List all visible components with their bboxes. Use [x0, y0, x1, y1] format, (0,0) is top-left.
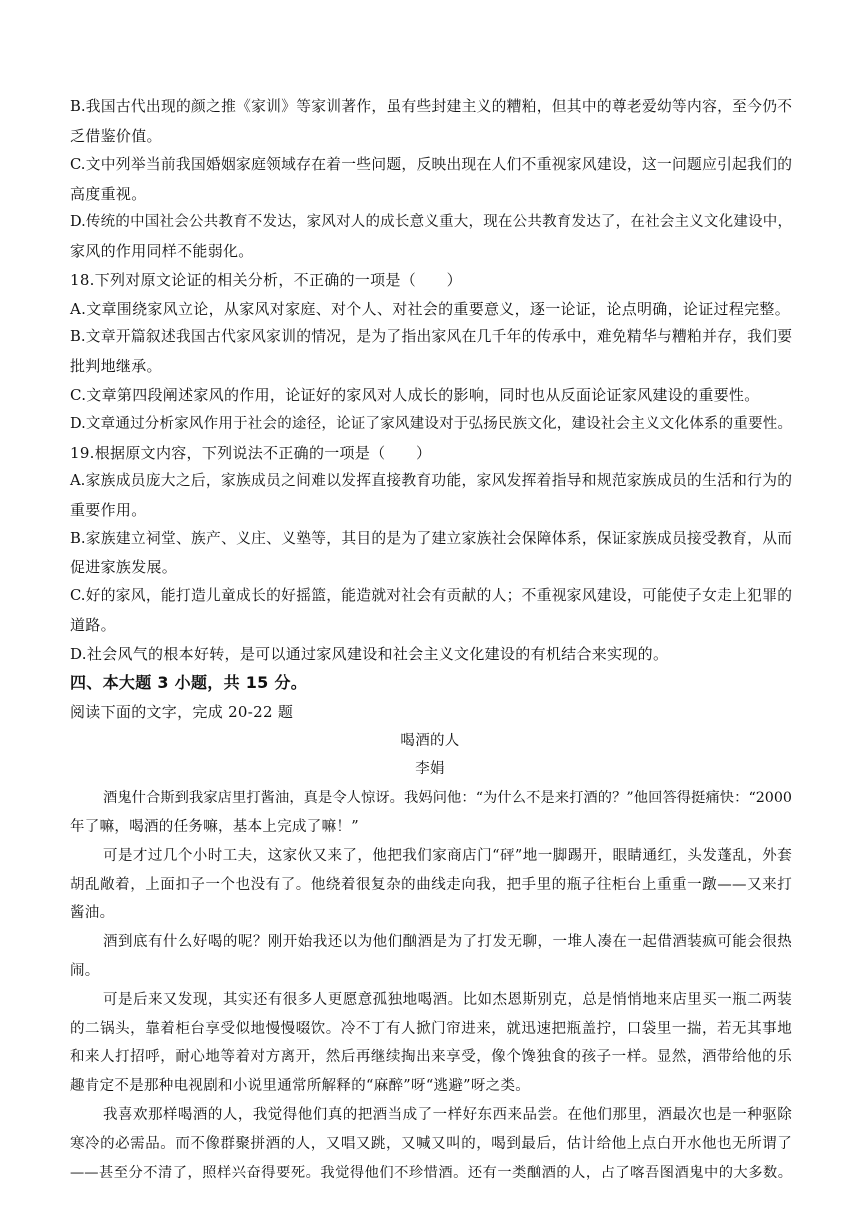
q17-option-b-line2: 乏借鉴价值。: [70, 127, 162, 145]
q17-option-b-line1: B.我国古代出现的颜之推《家训》等家训著作，虽有些封建主义的糟粕，但其中的尊老爱幼等内容，至今仍不: [70, 98, 792, 115]
story-p3-line2: 闹。: [70, 963, 100, 979]
q19-option-b-line2: 促进家族发展。: [70, 558, 178, 576]
story-p2-line2: 胡乱敞着，上面扣子一个也没有了。他绕着很复杂的曲线走向我，把手里的瓶子往柜台上重重一蹾——又来打: [70, 877, 792, 893]
q17-option-c-line2: 高度重视。: [70, 185, 147, 203]
story-p4-line4: 趣肯定不是那种电视剧和小说里通常所解释的“麻醉”呀“逃避”呀之类。: [70, 1078, 531, 1094]
story-p3-line1: 酒到底有什么好喝的呢？刚开始我还以为他们酗酒是为了打发无聊，一堆人凑在一起借酒装疯可能会很热: [103, 934, 792, 950]
q19-option-a-line2: 重要作用。: [70, 501, 147, 519]
story-p5-line3: ——甚至分不清了，照样兴奋得要死。我觉得他们不珍惜酒。还有一类酗酒的人，占了喀吾图酒鬼中的大多数。: [70, 1165, 792, 1181]
story-author: 李娟: [415, 761, 445, 777]
story-title: 喝酒的人: [400, 733, 460, 749]
q17-option-d-line2: 家风的作用同样不能弱化。: [70, 242, 254, 260]
story-p4-line3: 和来人打招呼，耐心地等着对方离开，然后再继续掏出来享受，像个馋独食的孩子一样。显然，酒带给他的乐: [70, 1049, 792, 1065]
q18-option-c: C.文章第四段阐述家风的作用，论证好的家风对人成长的影响，同时也从反面论证家风建设的重要性。: [70, 386, 760, 404]
q17-option-d-line1: D.传统的中国社会公共教育不发达，家风对人的成长意义重大，现在公共教育发达了，在社会主义文化建设中，: [70, 214, 792, 230]
q18-option-a: A.文章围绕家风立论，从家风对家庭、对个人、对社会的重要意义，逐一论证，论点明确，论证过程完整。: [70, 300, 791, 318]
q18-option-b-line1: B.文章开篇叙述我国古代家风家训的情况，是为了指出家风在几千年的传承中，难免精华与糟粕并存，我们要: [70, 328, 792, 345]
story-p2-line1: 可是才过几个小时工夫，这家伙又来了，他把我们家商店门“砰”地一脚踢开，眼睛通红，头发蓬乱，外套: [103, 848, 792, 864]
q19-option-c-line1: C.好的家风，能打造儿童成长的好摇篮，能造就对社会有贡献的人；不重视家风建设，可能使子女走上犯罪的: [70, 587, 792, 604]
q18-option-d: D.文章通过分析家风作用于社会的途径，论证了家风建设对于弘扬民族文化，建设社会主义文化体系的重要性。: [70, 416, 792, 432]
q18-stem: 18.下列对原文论证的相关分析，不正确的一项是（ ）: [70, 271, 462, 289]
q19-option-a-line1: A.家族成员庞大之后，家族成员之间难以发挥直接教育功能，家风发挥着指导和规范家族成员的生活和行为的: [70, 472, 792, 489]
story-p1-line2: 年了嘛，喝酒的任务嘛，基本上完成了嘛！”: [70, 819, 359, 835]
story-p5-line1: 我喜欢那样喝酒的人，我觉得他们真的把酒当成了一样好东西来品尝。在他们那里，酒最次也是一种驱除: [103, 1107, 792, 1123]
story-p4-line2: 的二锅头，靠着柜台享受似地慢慢啜饮。冷不丁有人掀门帘进来，就迅速把瓶盖拧，口袋里一揣，若无其事地: [70, 1021, 792, 1037]
q19-option-d: D.社会风气的根本好转，是可以通过家风建设和社会主义文化建设的有机结合来实现的。: [70, 645, 669, 663]
story-p5-line2: 寒冷的必需品。而不像群聚拼酒的人，又唱又跳，又喊又叫的，喝到最后，估计给他上点白开水他也无所谓了: [70, 1136, 792, 1152]
story-p4-line1: 可是后来又发现，其实还有很多人更愿意孤独地喝酒。比如杰恩斯别克，总是悄悄地来店里买一瓶二两装: [103, 992, 792, 1008]
story-p1-line1: 酒鬼什合斯到我家店里打酱油，真是令人惊讶。我妈问他：“为什么不是来打酒的？”他回答得挺痛快：“2000: [103, 790, 792, 806]
story-p2-line3: 酱油。: [70, 905, 115, 921]
q17-option-c-line1: C.文中列举当前我国婚姻家庭领域存在着一些问题，反映出现在人们不重视家风建设，这一问题应引起我们的: [70, 156, 792, 173]
section-heading: 四、本大题 3 小题，共 15 分。: [70, 673, 308, 692]
q19-option-b-line1: B.家族建立祠堂、族产、义庄、义塾等，其目的是为了建立家族社会保障体系，保证家族成员接受教育，从而: [70, 530, 792, 547]
q18-option-b-line2: 批判地继承。: [70, 357, 162, 375]
q19-option-c-line2: 道路。: [70, 616, 116, 634]
q19-stem: 19.根据原文内容，下列说法不正确的一项是（ ）: [70, 444, 432, 462]
section-instruction: 阅读下面的文字，完成 20-22 题: [70, 703, 294, 721]
